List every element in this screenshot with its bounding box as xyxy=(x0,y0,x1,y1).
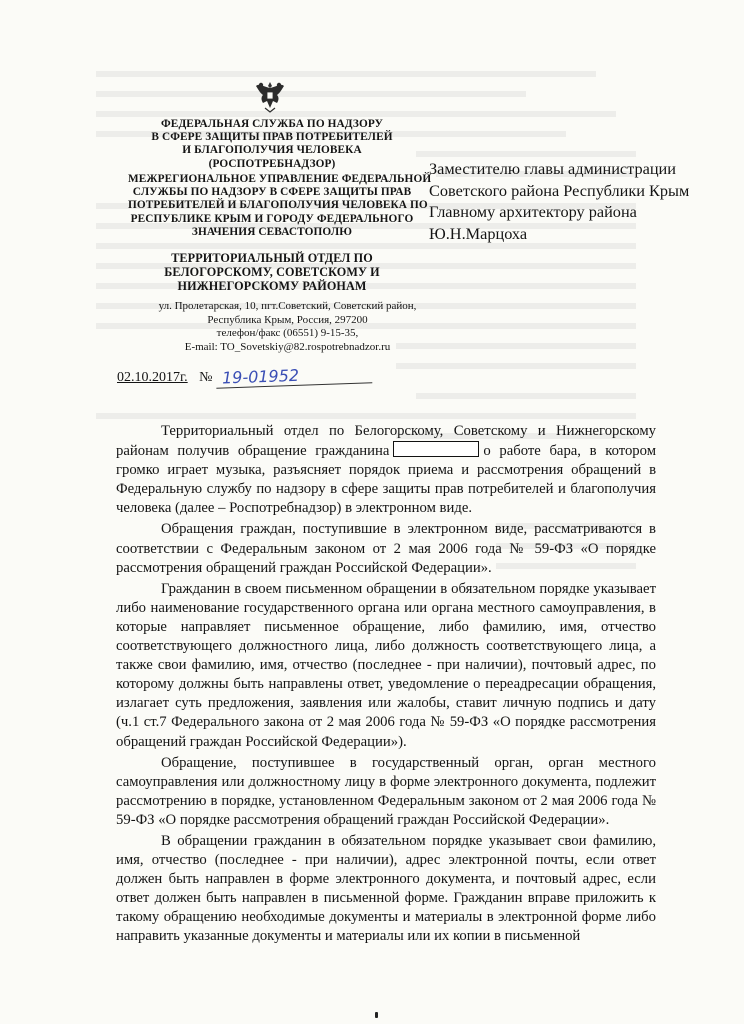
number-sign: № xyxy=(199,370,213,385)
agency-line: В СФЕРЕ ЗАЩИТЫ ПРАВ ПОТРЕБИТЕЛЕЙ xyxy=(151,131,393,144)
recipient-line: Заместителю главы администрации xyxy=(429,159,676,178)
department-name xyxy=(128,173,432,239)
recipient-line: Главному архитектору района xyxy=(429,202,637,222)
outgoing-number: 19-01952 xyxy=(216,363,373,388)
paragraph: Обращение, поступившее в государственный орган, орган местного самоуправления или должностному лицу в форме электронного документа, подлежит рассмотрению в порядке, установленном Федеральным законом от 2 мая 2006 года № 59-ФЗ «О порядке рассмотрения обращений граждан Российской Федерации». xyxy=(116,754,656,828)
address-line: Республика Крым, Россия, 297200 xyxy=(207,313,368,326)
agency-line: (РОСПОТРЕБНАДЗОР) xyxy=(208,157,336,170)
recipient-line: Советского района Республики Крым xyxy=(429,180,690,200)
paragraph xyxy=(116,422,656,518)
department-line: РЕСПУБЛИКЕ КРЫМ И ГОРОДУ ФЕДЕРАЛЬНОГО xyxy=(130,212,414,225)
office-line: НИЖНЕГОРСКОМУ РАЙОНАМ xyxy=(177,279,367,293)
office-line: БЕЛОГОРСКОМУ, СОВЕТСКОМУ И xyxy=(164,265,380,279)
office-address xyxy=(135,300,440,354)
paragraph: Обращения граждан, поступившие в электронном виде, рассматриваются в соответствии с Федеральным законом от 2 мая 2006 года № 59-ФЗ «О порядке рассмотрения обращений граждан Российской Федерации». xyxy=(116,521,656,576)
paragraph-text: Территориальный отдел по Белогорскому, Советскому и Нижнегорскому районам получив обращение гражданина xyxy=(116,423,656,460)
agency-line: ФЕДЕРАЛЬНАЯ СЛУЖБА ПО НАДЗОРУ xyxy=(161,118,383,130)
office-line: ТЕРРИТОРИАЛЬНЫЙ ОТДЕЛ ПО xyxy=(171,251,373,265)
paragraph: В обращении гражданин в обязательном порядке указывает свои фамилию, имя, отчество (последнее - при наличии), адрес электронной почты, если ответ должен быть направлен в форме электронного документа, и почтовый адрес, если ответ должен быть направлен в письменной форме. Гражданин вправе приложить к такому обращению необходимые документы и материалы в электронной форме либо направить указанные документы и материалы или их копии в письменной xyxy=(116,832,656,945)
double-headed-eagle-emblem-icon xyxy=(253,78,287,114)
agency-name xyxy=(128,118,416,171)
agency-line: И БЛАГОПОЛУЧИЯ ЧЕЛОВЕКА xyxy=(182,144,362,157)
redacted-name xyxy=(393,441,479,457)
address-line: телефон/факс (06551) 9-15-35, xyxy=(216,327,359,339)
recipient-block xyxy=(429,158,689,244)
recipient-line: Ю.Н.Марцоха xyxy=(429,223,528,243)
address-line: ул. Пролетарская, 10, пгт.Советский, Советский район, xyxy=(158,300,417,312)
department-line: МЕЖРЕГИОНАЛЬНОЕ УПРАВЛЕНИЕ ФЕДЕРАЛЬНОЙ xyxy=(128,173,432,185)
paragraph-text: о работе бара, в котором громко играет музыка, разъясняет порядок приема и рассмотрения обращений в Федеральную службу по надзору в сфере защиты прав потребителей и благополучия человека (далее – Роспотребнадзор) в электронном виде. xyxy=(116,443,656,517)
department-line: СЛУЖБЫ ПО НАДЗОРУ В СФЕРЕ ЗАЩИТЫ ПРАВ xyxy=(132,186,412,199)
address-line: E-mail: TO_Sovetskiy@82.rospotrebnadzor.ru xyxy=(184,340,391,353)
outgoing-reference xyxy=(117,366,372,386)
outgoing-date: 02.10.2017г. xyxy=(117,370,188,385)
letter-body xyxy=(116,422,656,947)
ink-mark xyxy=(375,1012,378,1018)
department-line: ЗНАЧЕНИЯ СЕВАСТОПОЛЮ xyxy=(191,225,353,238)
office-name xyxy=(128,251,416,293)
paragraph: Гражданин в своем письменном обращении в обязательном порядке указывает либо наименование государственного органа или органа местного самоуправления, в которые направляет письменное обращение, либо фамилию, имя, отчество соответствующего должностного лица, либо должность соответствующего лица, а также свои фамилию, имя, отчество (последнее - при наличии), почтовый адрес, по которому должны быть направлены ответ, уведомление о переадресации обращения, излагает суть предложения, заявления или жалобы, ставит личную подпись и дату (ч.1 ст.7 Федерального закона от 2 мая 2006 года № 59-ФЗ «О порядке рассмотрения обращений граждан Российской Федерации»). xyxy=(116,580,656,750)
department-line: ПОТРЕБИТЕЛЕЙ И БЛАГОПОЛУЧИЯ ЧЕЛОВЕКА ПО xyxy=(128,199,428,212)
